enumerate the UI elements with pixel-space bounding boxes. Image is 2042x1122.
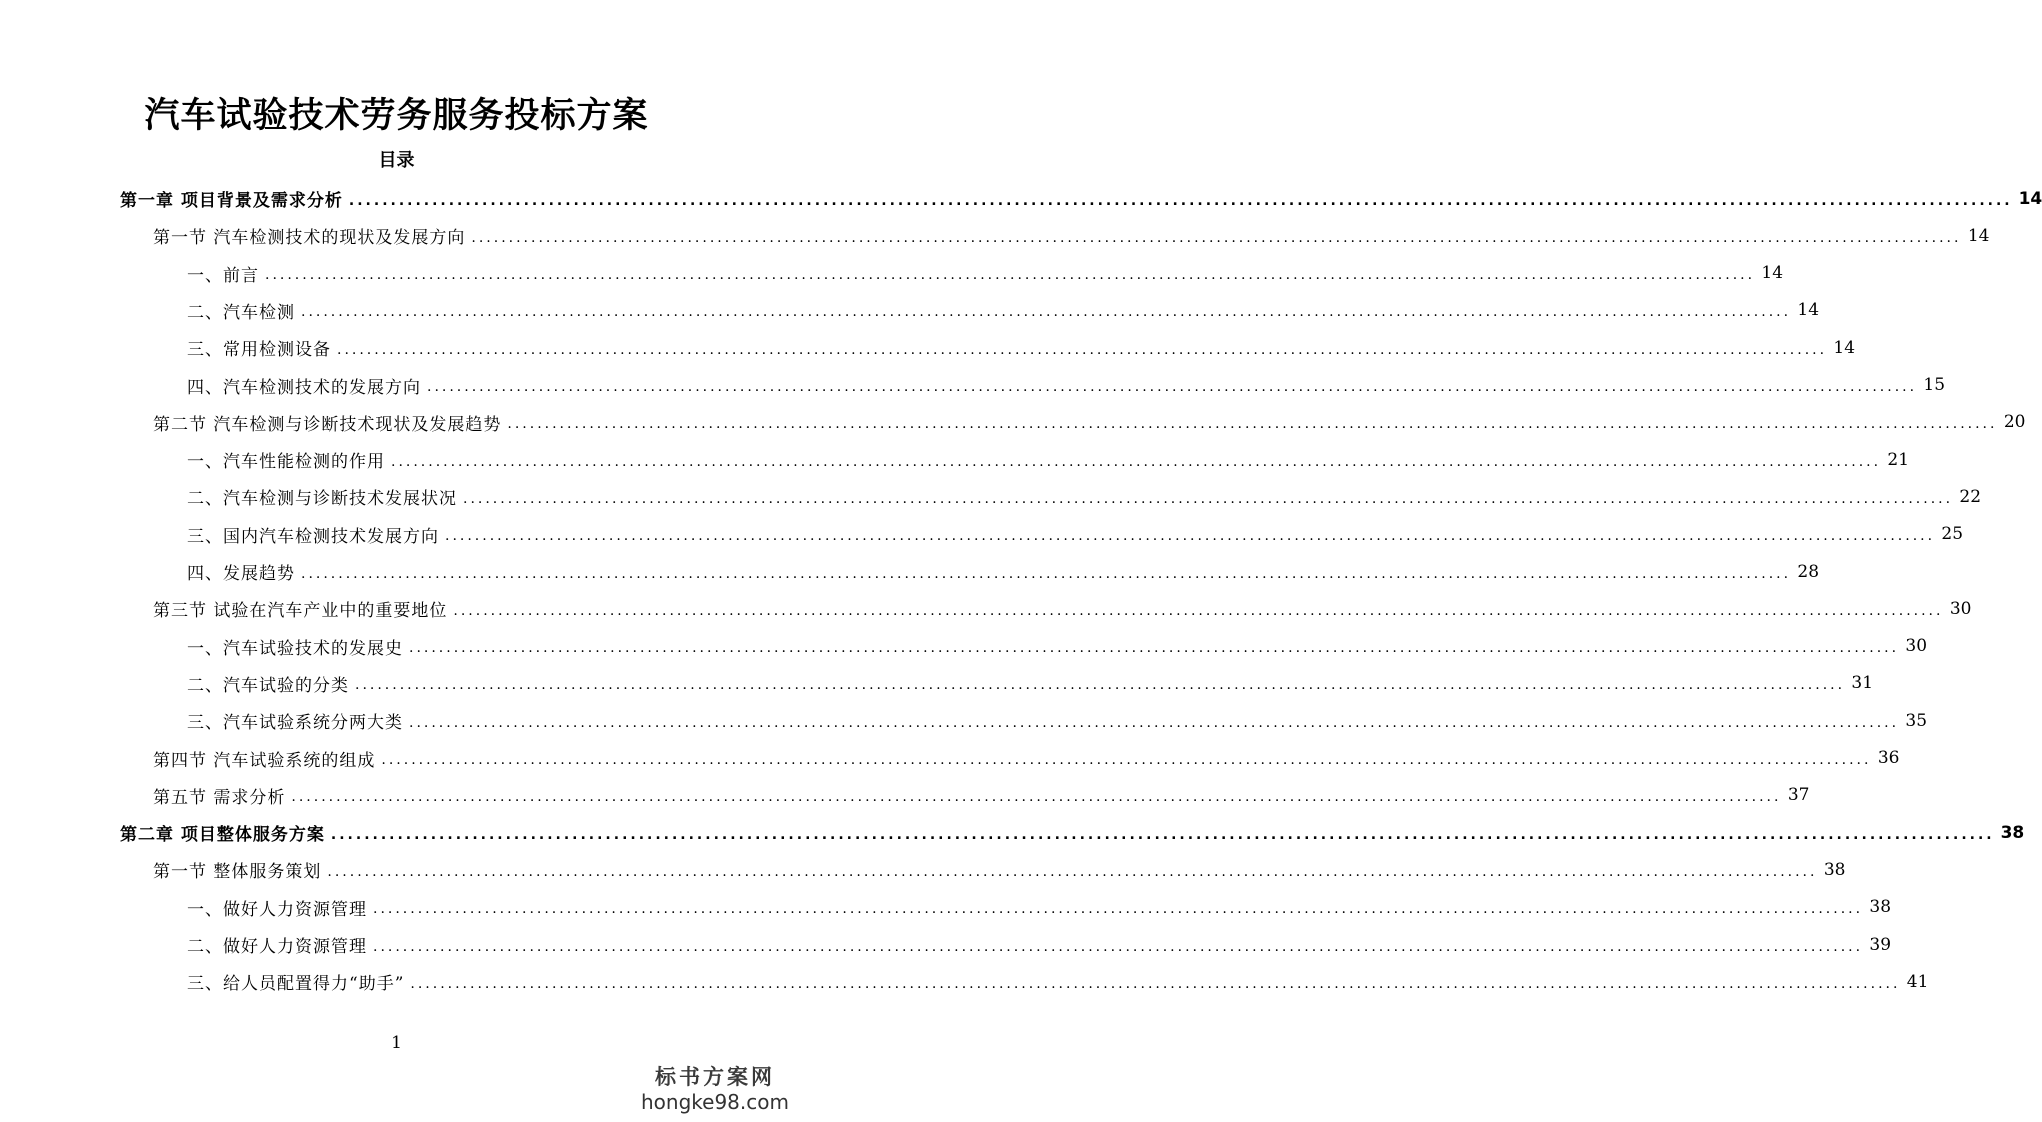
toc-entry-page: 22 [1959,486,1982,507]
toc-entry-label: 第三节 试验在汽车产业中的重要地位 [153,601,448,622]
toc-entry[interactable] [153,740,1900,777]
toc-entry[interactable] [187,963,1929,1000]
toc-entry-label: 一、做好人力资源管理 [187,899,367,920]
toc-entry[interactable] [187,441,1910,478]
toc-entry-page: 38 [1869,897,1892,918]
toc-dot-leader: ........................................................................................................................................................................................................ [348,192,2013,209]
toc-entry-label: 第二节 汽车检测与诊断技术现状及发展趋势 [153,414,502,435]
toc-entry[interactable] [187,889,1892,926]
toc-entry[interactable] [187,367,1946,404]
toc-entry[interactable] [187,702,1928,739]
toc-entry-label: 一、汽车性能检测的作用 [187,452,385,473]
toc-entry[interactable] [153,851,1846,888]
toc-entry[interactable] [187,553,1820,590]
toc-entry-page: 39 [1869,934,1892,955]
toc-dot-leader: ........................................................................................................................................................................................................ [391,453,1882,470]
toc-entry[interactable] [187,255,1784,292]
toc-dot-leader: ........................................................................................................................................................................................................ [265,267,1756,284]
toc-entry-page: 41 [1906,971,1929,992]
toc-entry-page: 35 [1905,710,1928,731]
toc-dot-leader: ........................................................................................................................................................................................................ [291,789,1782,806]
toc-entry-page: 30 [1949,598,1972,619]
toc-entry[interactable] [153,404,2026,441]
toc-entry-page: 15 [1923,375,1946,395]
toc-dot-leader: ........................................................................................................................................................................................................ [471,229,1962,246]
toc-entry-label: 四、汽车检测技术的发展方向 [187,377,421,398]
toc-entry-label: 二、汽车试验的分类 [187,675,349,696]
toc-entry-page: 21 [1887,449,1910,470]
toc-entry-page: 38 [2000,822,2025,843]
toc-entry[interactable] [153,590,1972,627]
toc-entry-page: 14 [1833,337,1856,358]
toc-entry-page: 38 [1823,859,1846,880]
toc-entry-label: 第一节 汽车检测技术的现状及发展方向 [153,228,466,249]
toc-dot-leader: ........................................................................................................................................................................................................ [427,379,1918,395]
toc-entry[interactable] [187,292,1820,329]
toc-entry-page: 30 [1905,636,1928,657]
toc-entry-page: 25 [1941,524,1964,545]
toc-entry-page: 28 [1797,561,1820,582]
toc-entry-label: 二、做好人力资源管理 [187,937,367,957]
toc-entry-label: 一、汽车试验技术的发展史 [187,638,403,659]
toc-dot-leader: ........................................................................................................................................................................................................ [327,863,1818,880]
toc-entry-label: 第二章 项目整体服务方案 [120,825,325,846]
toc-entry-page: 14 [1797,300,1820,321]
toc-entry-label: 二、汽车检测与诊断技术发展状况 [187,489,457,510]
toc-entry[interactable] [187,628,1928,665]
toc-entry[interactable] [187,478,1982,515]
toc-entry[interactable] [120,180,2042,217]
page-number: 1 [391,1033,402,1053]
toc-dot-leader: ........................................................................................................................................................................................................ [445,528,1936,545]
toc-entry[interactable] [187,329,1856,366]
toc-dot-leader: ........................................................................................................................................................................................................ [301,565,1792,582]
watermark-site: hongke98.com [641,1090,789,1114]
toc-entry-page: 37 [1787,785,1810,806]
toc-entry-page: 20 [2003,412,2026,433]
toc-entry[interactable] [187,665,1874,702]
toc-entry-label: 第四节 汽车试验系统的组成 [153,750,376,771]
toc-dot-leader: ........................................................................................................................................................................................................ [463,490,1954,507]
toc-dot-leader: ........................................................................................................................................................................................................ [507,416,1998,433]
toc-entry-label: 一、前言 [187,265,259,286]
toc-entry-page: 14 [1761,263,1784,284]
toc-entry-page: 31 [1851,673,1874,694]
toc-entry-label: 三、国内汽车检测技术发展方向 [187,526,439,547]
toc-entry[interactable] [153,217,1990,254]
toc-entry[interactable] [187,926,1892,963]
watermark-name: 标书方案网 [655,1065,775,1089]
toc-dot-leader: ........................................................................................................................................................................................................ [330,826,1995,843]
toc-dot-leader: ........................................................................................................................................................................................................ [373,938,1864,955]
watermark-logo [640,1064,790,1114]
toc-entry-page: 14 [1967,225,1990,246]
toc-entry[interactable] [187,516,1964,553]
toc-entry-label: 四、发展趋势 [187,564,295,584]
toc-entry-page: 36 [1877,748,1900,768]
toc-dot-leader: ........................................................................................................................................................................................................ [409,714,1900,731]
toc-entry[interactable] [120,814,2025,851]
toc-entry-label: 第一节 整体服务策划 [153,862,322,883]
toc-entry-label: 二、汽车检测 [187,302,295,323]
toc-entry-label: 三、常用检测设备 [187,340,331,361]
toc-dot-leader: ........................................................................................................................................................................................................ [453,602,1944,619]
toc-dot-leader: ........................................................................................................................................................................................................ [381,752,1872,768]
toc-dot-leader: ........................................................................................................................................................................................................ [409,640,1900,657]
toc-dot-leader: ........................................................................................................................................................................................................ [301,304,1792,321]
document-title: 汽车试验技术劳务服务投标方案 [144,96,649,136]
toc-dot-leader: ........................................................................................................................................................................................................ [410,975,1901,992]
toc-entry-label: 三、给人员配置得力“助手” [187,974,405,995]
toc-dot-leader: ........................................................................................................................................................................................................ [355,677,1846,694]
toc-entry-label: 第一章 项目背景及需求分析 [120,191,343,211]
toc-entry-page: 14 [2018,188,2042,209]
toc-heading: 目录 [378,150,415,171]
toc-dot-leader: ........................................................................................................................................................................................................ [373,901,1864,918]
toc-entry-label: 第五节 需求分析 [153,787,286,808]
toc-dot-leader: ........................................................................................................................................................................................................ [337,341,1828,358]
toc-entry-label: 三、汽车试验系统分两大类 [187,713,403,734]
toc-entry[interactable] [153,777,1810,814]
